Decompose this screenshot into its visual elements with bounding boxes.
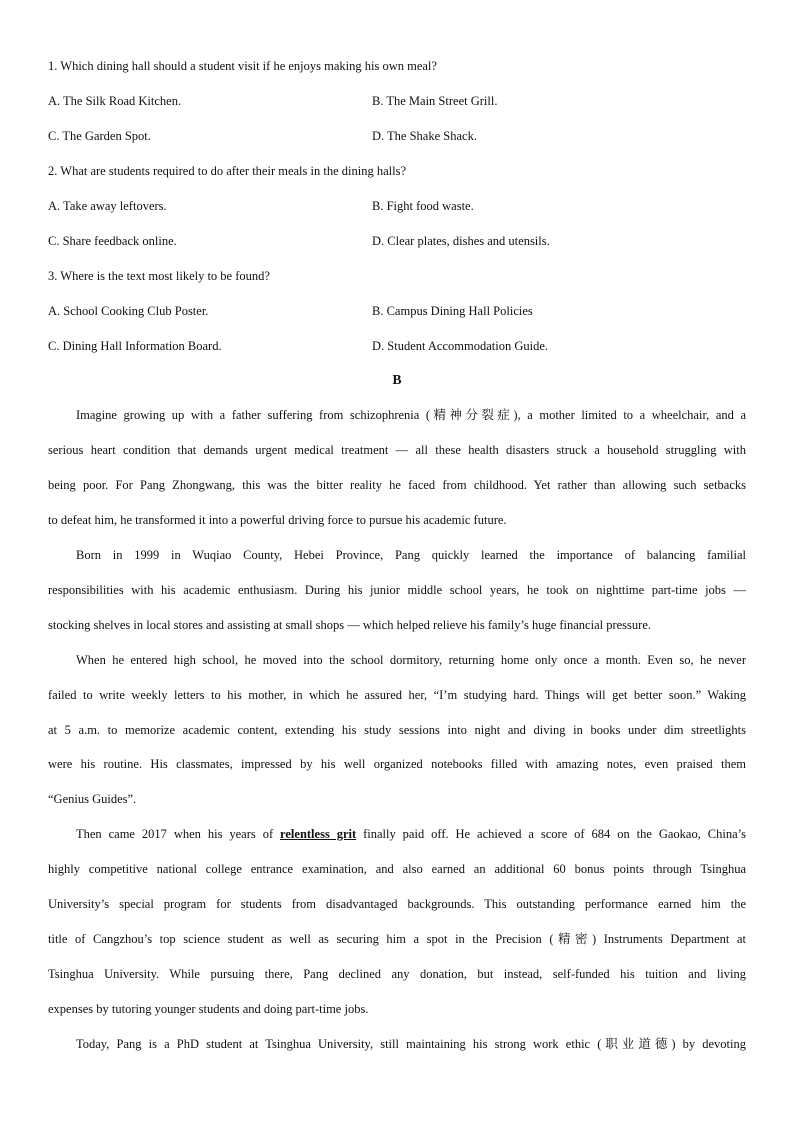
paragraph-1-line-2: serious heart condition that demands urgent medical treatment — all these health disasters struck a household struggling with [48, 443, 746, 457]
question-2-option-b: B. Fight food waste. [372, 199, 474, 213]
paragraph-3-line-4: were his routine. His classmates, impressed by his well organized notebooks filled with amazing notes, even praised them [48, 757, 746, 771]
question-1-option-a: A. The Silk Road Kitchen. [48, 94, 182, 108]
paragraph-5-line-1: Today, Pang is a PhD student at Tsinghua University, still maintaining his strong work ethic (职业道德) by devoting [76, 1037, 746, 1051]
paragraph-4-line-5: Tsinghua University. While pursuing there, Pang declined any donation, but instead, self-funded his tuition and living [48, 967, 746, 981]
question-2-stem: 2. What are students required to do after their meals in the dining halls? [48, 164, 406, 178]
paragraph-1-line-4: to defeat him, he transformed it into a powerful driving force to pursue his academic future. [48, 513, 507, 527]
emphasized-phrase: relentless grit [280, 827, 357, 841]
paragraph-2-line-2: responsibilities with his academic enthusiasm. During his junior middle school years, he took on nighttime part-time jobs — [48, 583, 746, 597]
paragraph-2-line-3: stocking shelves in local stores and assisting at small shops — which helped relieve his family’s huge financial pressure. [48, 618, 651, 632]
question-1-option-d: D. The Shake Shack. [372, 129, 477, 143]
paragraph-2-line-1: Born in 1999 in Wuqiao County, Hebei Province, Pang quickly learned the importance of balancing familial [76, 548, 746, 562]
question-3-option-d: D. Student Accommodation Guide. [372, 339, 549, 353]
section-b-title: B [392, 372, 402, 387]
paragraph-3-line-1: When he entered high school, he moved into the school dormitory, returning home only once a month. Even so, he never [76, 653, 746, 667]
question-3-stem: 3. Where is the text most likely to be found? [48, 269, 270, 283]
paragraph-4-line-6: expenses by tutoring younger students and doing part-time jobs. [48, 1002, 369, 1016]
paragraph-1-line-3: being poor. For Pang Zhongwang, this was the bitter reality he faced from childhood. Yet rather than allowing such setbacks [48, 478, 746, 492]
question-2-option-d: D. Clear plates, dishes and utensils. [372, 234, 550, 248]
question-3-option-b: B. Campus Dining Hall Policies [372, 304, 533, 318]
question-1-option-c: C. The Garden Spot. [48, 129, 151, 143]
paragraph-4-line-1 [76, 826, 746, 842]
paragraph-4-line-2: highly competitive national college entrance examination, and also earned an additional 60 bonus points through Tsinghua [48, 862, 746, 876]
question-2-option-a: A. Take away leftovers. [48, 199, 167, 213]
paragraph-3-line-5: “Genius Guides”. [48, 792, 137, 806]
question-1-option-b: B. The Main Street Grill. [372, 94, 498, 108]
paragraph-4-line-3: University’s special program for students from disadvantaged backgrounds. This outstanding performance earned him the [48, 897, 746, 911]
paragraph-4-text-after: finally paid off. He achieved a score of 684 on the Gaokao, China’s [356, 827, 746, 841]
paragraph-1-line-1: Imagine growing up with a father suffering from schizophrenia (精神分裂症), a mother limited to a wheelchair, and a [76, 408, 746, 422]
question-3-option-c: C. Dining Hall Information Board. [48, 339, 222, 353]
question-1-stem: 1. Which dining hall should a student visit if he enjoys making his own meal? [48, 59, 437, 73]
paragraph-3-line-3: at 5 a.m. to memorize academic content, extending his study sessions into night and diving in books under dim streetlights [48, 723, 746, 737]
question-3-option-a: A. School Cooking Club Poster. [48, 304, 209, 318]
paragraph-4-text-before: Then came 2017 when his years of [76, 827, 281, 841]
paragraph-3-line-2: failed to write weekly letters to his mother, in which he assured her, “I’m studying hard. Things will get better soon.” Waking [48, 688, 746, 702]
paragraph-4-line-4: title of Cangzhou’s top science student as well as securing him a spot in the Precision (精密) Instruments Department at [48, 932, 746, 946]
question-2-option-c: C. Share feedback online. [48, 234, 177, 248]
